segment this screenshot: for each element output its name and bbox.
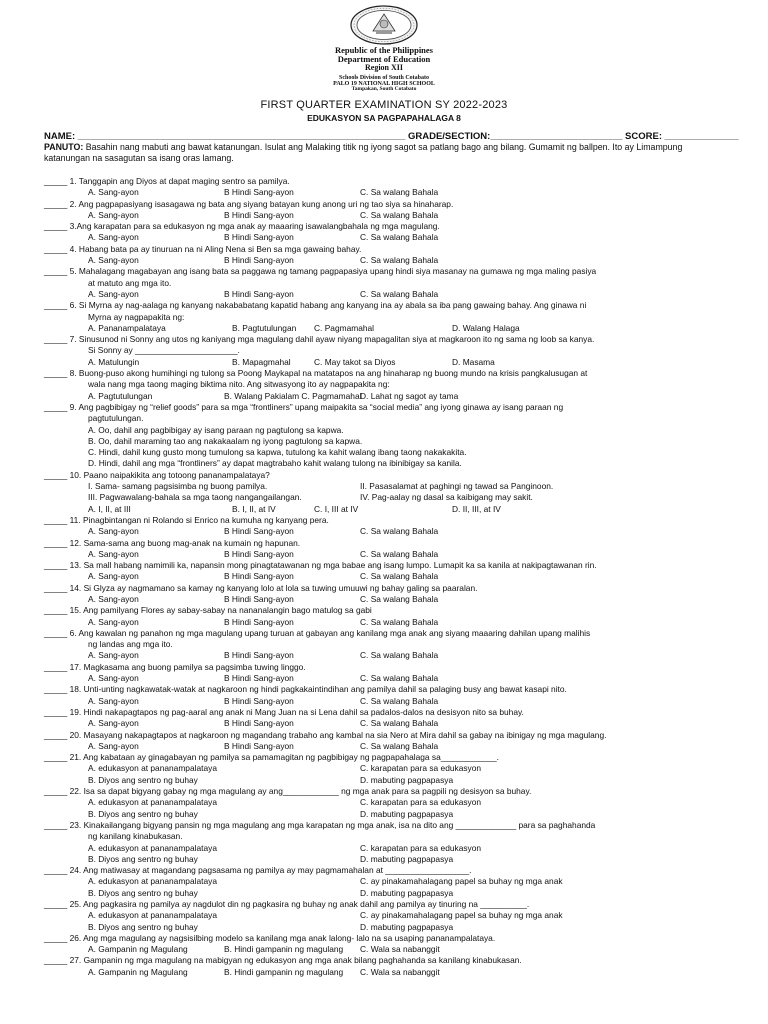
answer-choice: B. Hindi gampanin ng magulang xyxy=(224,944,344,955)
answer-choice: D. Hindi, dahil ang mga “frontliners” ay dapat magtrabaho kahit walang tulong na ibinibigay sa kanila. xyxy=(88,458,462,469)
exam-title: FIRST QUARTER EXAMINATION SY 2022-2023 xyxy=(260,99,508,111)
answer-choice: B Hindi Sang-ayon xyxy=(224,571,294,582)
question-text[interactable]: _____ 14. Si Glyza ay nagmamano sa kamay ng kanyang lolo at lola sa tuwing umuuwi ng bahay galing sa paaralan. xyxy=(44,582,478,593)
answer-choice: B Hindi Sang-ayon xyxy=(224,255,294,266)
question-item xyxy=(44,300,734,334)
header-address: Tampakan, South Cotabato xyxy=(351,86,417,92)
answer-choice: D. Masama xyxy=(452,356,495,367)
choice-row xyxy=(44,549,734,560)
header-division: Schools Division of South Cotabato xyxy=(338,75,430,81)
answer-choice: B Hindi Sang-ayon xyxy=(224,288,294,299)
question-item xyxy=(44,199,734,222)
question-item xyxy=(44,786,734,820)
question-text[interactable]: _____ 9. Ang pagbibigay ng “relief goods” para sa mga “frontliners” upang maipakita sa “social media” ang iyong ginawa ay isang paraan ng xyxy=(44,401,564,412)
answer-choice: A. Sang-ayon xyxy=(88,209,139,220)
question-text-cont: Si Sonny ay ______________________. xyxy=(88,345,240,356)
answer-choice: D. mabuting pagpapasya xyxy=(360,887,454,898)
answer-choice: A. Sang-ayon xyxy=(88,548,139,559)
question-text[interactable]: _____ 24. Ang matiwasay at magandang pagsasama ng pamilya ay may pagmamahalan at __________________. xyxy=(44,865,472,876)
question-text[interactable]: _____ 3.Ang karapatan para sa edukasyon ng mga anak ay maaaring isawalangbahala ng mga magulang. xyxy=(44,221,440,232)
choice-row xyxy=(44,617,734,628)
choice-row xyxy=(44,425,734,436)
answer-choice: D. mabuting pagpapasya xyxy=(360,853,454,864)
question-text[interactable]: _____ 12. Sama-sama ang buong mag-anak na kumain ng hapunan. xyxy=(44,537,301,548)
answer-choice: A. Gampanin ng Magulang xyxy=(88,966,188,977)
question-text-cont: ng landas ang mga ito. xyxy=(88,639,173,650)
choice-row xyxy=(44,922,734,933)
choice-row xyxy=(44,255,734,266)
question-item xyxy=(44,899,734,933)
choice-row xyxy=(44,696,734,707)
header-department: Department of Education xyxy=(337,54,431,64)
question-item xyxy=(44,707,734,730)
answer-choice: C. karapatan para sa edukasyon xyxy=(360,797,482,808)
question-text[interactable]: _____ 2. Ang pagpapasiyang isasagawa ng bata ang siyang batayan kung anong uri ng tao siya sa hinaharap. xyxy=(44,198,454,209)
answer-choice: C. ay pinakamahalagang papel sa buhay ng mga anak xyxy=(360,910,563,921)
header-republic: Republic of the Philippines xyxy=(334,45,433,55)
header-region: Region XII xyxy=(364,63,403,72)
choice-row xyxy=(44,775,734,786)
choice-row xyxy=(44,650,734,661)
choice-row xyxy=(44,187,734,198)
answer-choice: C. karapatan para sa edukasyon xyxy=(360,842,482,853)
answer-choice: B Hindi Sang-ayon xyxy=(224,187,294,198)
answer-choice: C. karapatan para sa edukasyon xyxy=(360,763,482,774)
choice-row xyxy=(44,504,734,515)
choice-row xyxy=(44,492,734,503)
deped-seal-logo xyxy=(349,5,419,45)
question-text[interactable]: _____ 17. Magkasama ang buong pamilya sa pagsimba tuwing linggo. xyxy=(44,661,306,672)
question-item xyxy=(44,221,734,244)
answer-choice: D. Lahat ng sagot ay tama xyxy=(360,390,459,401)
choice-row xyxy=(44,718,734,729)
choice-row xyxy=(44,854,734,865)
question-text[interactable]: _____ 27. Gampanin ng mga magulang na mabigyan ng edukasyon ang mga anak bilang paghahanda sa kanilang kinabukasan. xyxy=(44,955,522,966)
answer-choice: C. ay pinakamahalagang papel sa buhay ng mga anak xyxy=(360,876,563,887)
instructions-label: PANUTO: xyxy=(44,142,84,152)
choice-row xyxy=(44,210,734,221)
question-text[interactable]: _____ 6. Si Myrna ay nag-aalaga ng kanyang nakababatang kapatid habang ang kanyang ina ay abala sa iba pang gawaing bahay. Ang ginawa ni xyxy=(44,300,587,311)
answer-choice: B. I, II, at IV xyxy=(232,503,276,514)
question-text[interactable]: _____ 25. Ang pagkasira ng pamilya ay nagdulot din ng pagkasira ng buhay ng anak dahil ang pamilya ay tinuring na __________. xyxy=(44,899,530,909)
answer-choice: C. Sa walang Bahala xyxy=(360,593,439,604)
answer-choice: C. Wala sa nabanggit xyxy=(360,966,440,977)
exam-subject: EDUKASYON SA PAGPAPAHALAGA 8 xyxy=(307,113,461,123)
answer-choice: B Hindi Sang-ayon xyxy=(224,526,294,537)
answer-choice: A. Sang-ayon xyxy=(88,616,139,627)
answer-choice: A. edukasyon at pananampalataya xyxy=(88,797,217,808)
answer-choice: C. Sa walang Bahala xyxy=(360,673,439,684)
answer-choice: A. Sang-ayon xyxy=(88,571,139,582)
question-item xyxy=(44,176,734,199)
answer-choice: C. Sa walang Bahala xyxy=(360,288,439,299)
question-item xyxy=(44,865,734,899)
answer-choice: A. edukasyon at pananampalataya xyxy=(88,910,217,921)
answer-choice: II. Pasasalamat at paghingi ng tawad sa Panginoon. xyxy=(360,481,554,492)
answer-choice: B Hindi Sang-ayon xyxy=(224,673,294,684)
choice-row xyxy=(44,944,734,955)
answer-choice: C. Sa walang Bahala xyxy=(360,695,439,706)
choice-row xyxy=(44,481,734,492)
question-text[interactable]: _____ 5. Mahalagang magabayan ang isang bata sa paggawa ng tamang pagpapasiya upang hindi siya masanay na gumawa ng mga maling pasiya xyxy=(44,266,597,277)
choice-row xyxy=(44,673,734,684)
question-text[interactable]: _____ 15. Ang pamilyang Flores ay sabay-sabay na nananalangin bago matulog sa gabi xyxy=(44,605,372,616)
choice-row xyxy=(44,594,734,605)
choice-row xyxy=(44,910,734,921)
question-text[interactable]: _____ 6. Ang kawalan ng panahon ng mga magulang upang turuan at gabayan ang kanilang mga anak ang siyang maaaring dahilan upang malihis xyxy=(44,627,591,638)
answer-choice: C. Sa walang Bahala xyxy=(360,571,439,582)
answer-choice: A. Sang-ayon xyxy=(88,718,139,729)
answer-choice: B Hindi Sang-ayon xyxy=(224,695,294,706)
choice-row xyxy=(44,797,734,808)
instructions xyxy=(44,142,730,164)
answer-choice: B. Pagtutulungan xyxy=(232,322,297,333)
choice-row xyxy=(44,843,734,854)
answer-choice: A. Sang-ayon xyxy=(88,232,139,243)
choice-row xyxy=(44,232,734,243)
answer-choice: A. Sang-ayon xyxy=(88,288,139,299)
question-text[interactable]: _____ 13. Sa mall habang namimili ka, napansin mong pinagtatawanan ng mga babae ang isang lumpo. Lumapit ka sa kanila at nakipagtawanan rin. xyxy=(44,560,597,571)
question-text[interactable]: _____ 18. Unti-unting nagkawatak-watak at nagkaroon ng hindi pagkakaintindihan ang pamilya dahil sa palaging busy ang bawat kasapi nito. xyxy=(44,684,567,695)
answer-choice: A. edukasyon at pananampalataya xyxy=(88,876,217,887)
answer-choice: A. Sang-ayon xyxy=(88,673,139,684)
choice-row xyxy=(44,571,734,582)
answer-choice: B Hindi Sang-ayon xyxy=(224,593,294,604)
answer-choice: A. Sang-ayon xyxy=(88,695,139,706)
answer-choice: B Hindi Sang-ayon xyxy=(224,209,294,220)
question-text[interactable]: _____ 26. Ang mga magulang ay nagsisilbing modelo sa kanilang mga anak lalong- lalo na sa usaping pananampalataya. xyxy=(44,932,496,943)
question-item xyxy=(44,752,734,786)
answer-choice: C. Sa walang Bahala xyxy=(360,255,439,266)
answer-choice: B Hindi Sang-ayon xyxy=(224,718,294,729)
answer-choice: C. Sa walang Bahala xyxy=(360,187,439,198)
answer-choice: B Hindi Sang-ayon xyxy=(224,740,294,751)
question-item xyxy=(44,470,734,515)
question-text[interactable]: _____ 21. Ang kabataan ay ginagabayan ng pamilya sa pamamagitan ng pagbibigay ng pagpapahalaga sa____________. xyxy=(44,752,499,763)
answer-choice: C. Wala sa nabanggit xyxy=(360,944,440,955)
answer-choice: D. II, III, at IV xyxy=(452,503,501,514)
answer-choice: III. Pagwawalang-bahala sa mga taong nangangailangan. xyxy=(88,492,302,503)
choice-row xyxy=(44,741,734,752)
question-item xyxy=(44,628,734,662)
answer-choice: A. Gampanin ng Magulang xyxy=(88,944,188,955)
answer-choice: A. Pananampalataya xyxy=(88,322,166,333)
answer-choice: C. Sa walang Bahala xyxy=(360,650,439,661)
answer-choice: I. Sama- samang pagsisimba ng buong pamilya. xyxy=(88,481,268,492)
answer-choice: C. Sa walang Bahala xyxy=(360,548,439,559)
question-text[interactable]: _____ 7. Sinusunod ni Sonny ang utos ng kaniyang mga magulang dahil ayaw niyang mapagalitan siya at magkaroon ito ng sama ng loob sa kanya. xyxy=(44,334,595,345)
answer-choice: B. Mapagmahal xyxy=(232,356,291,367)
answer-choice: B. Diyos ang sentro ng buhay xyxy=(88,853,198,864)
question-text[interactable]: _____ 1. Tanggapin ang Diyos at dapat maging sentro sa pamilya. xyxy=(44,176,290,186)
question-item xyxy=(44,538,734,561)
question-item xyxy=(44,684,734,707)
answer-choice: C. I, III at IV xyxy=(314,503,359,514)
question-text-cont: wala nang mga taong maging biktima nito. Ang sitwasyong ito ay nagpapakita ng: xyxy=(88,379,390,390)
question-text[interactable]: _____ 22. Isa sa dapat bigyang gabay ng mga magulang ay ang____________ ng mga anak para sa pagpili ng desisyon sa buhay. xyxy=(44,786,532,797)
choice-row xyxy=(44,357,734,368)
answer-choice: B Hindi Sang-ayon xyxy=(224,616,294,627)
answer-choice: C. Hindi, dahil kung gusto mong tumulong sa kapwa, tutulong ka kahit walang ibang taong nakakakita. xyxy=(88,447,467,458)
instructions-text: Basahin nang mabuti ang bawat katanungan. Isulat ang Malaking titik ng iyong sagot sa patlang bago ang bilang. Gumamit ng ballpen. Ito ay Limampung xyxy=(83,142,683,152)
question-item xyxy=(44,820,734,865)
answer-choice: B Hindi Sang-ayon xyxy=(224,232,294,243)
choice-row xyxy=(44,888,734,899)
answer-choice: A. Sang-ayon xyxy=(88,593,139,604)
answer-choice: IV. Pag-aalay ng dasal sa kaibigang may sakit. xyxy=(360,492,533,503)
choice-row xyxy=(44,323,734,334)
question-item xyxy=(44,730,734,753)
answer-choice: C. Sa walang Bahala xyxy=(360,740,439,751)
answer-choice: A. edukasyon at pananampalataya xyxy=(88,842,217,853)
instructions-text-cont: katanungan na sasagutan sa isang oras lamang. xyxy=(44,153,234,163)
choice-row xyxy=(44,809,734,820)
answer-choice: B. Diyos ang sentro ng buhay xyxy=(88,808,198,819)
question-item xyxy=(44,402,734,470)
answer-choice: C. Pagmamahal xyxy=(314,322,375,333)
answer-choice: A. Sang-ayon xyxy=(88,650,139,661)
answer-choice: B. Hindi gampanin ng magulang xyxy=(224,966,344,977)
answer-choice: D. mabuting pagpapasya xyxy=(360,808,454,819)
answer-choice: B Hindi Sang-ayon xyxy=(224,650,294,661)
answer-choice: B Hindi Sang-ayon xyxy=(224,548,294,559)
answer-choice: A. Pagtutulungan xyxy=(88,390,153,401)
question-text-cont: pagtutulungan. xyxy=(88,413,144,424)
choice-row xyxy=(44,526,734,537)
answer-choice: C. May takot sa Diyos xyxy=(314,356,396,367)
choice-row xyxy=(44,876,734,887)
answer-choice: D. Walang Halaga xyxy=(452,322,520,333)
question-text-cont: ng kanilang kinabukasan. xyxy=(88,831,183,842)
choice-row xyxy=(44,967,734,978)
answer-choice: C. Sa walang Bahala xyxy=(360,616,439,627)
choice-row xyxy=(44,458,734,469)
answer-choice: B. Oo, dahil maraming tao ang nakakaalam ng iyong pagtulong sa kapwa. xyxy=(88,435,363,446)
answer-choice: A. Sang-ayon xyxy=(88,187,139,198)
answer-choice: A. edukasyon at pananampalataya xyxy=(88,763,217,774)
question-text-cont: Myrna ay nagpapakita ng: xyxy=(88,311,185,322)
answer-choice: B. Diyos ang sentro ng buhay xyxy=(88,921,198,932)
answer-choice: C. Sa walang Bahala xyxy=(360,209,439,220)
question-item xyxy=(44,605,734,628)
question-text[interactable]: _____ 8. Buong-puso akong humihingi ng tulong sa Poong Maykapal na matatapos na ang hinaharap ng buong mundo na krisis pangkalusugan at xyxy=(44,368,588,379)
choice-row xyxy=(44,391,734,402)
answer-choice: D. mabuting pagpapasya xyxy=(360,774,454,785)
question-text[interactable]: _____ 19. Hindi nakapagtapos ng pag-aaral ang anak ni Mang Juan na si Lena dahil sa padalos-dalos na desisyon nito sa buhay. xyxy=(44,706,524,717)
answer-choice: A. Matulungin xyxy=(88,356,140,367)
question-item xyxy=(44,334,734,368)
choice-row xyxy=(44,763,734,774)
question-list xyxy=(44,176,734,978)
answer-choice: A. I, II, at III xyxy=(88,503,131,514)
answer-choice: C. Sa walang Bahala xyxy=(360,232,439,243)
choice-row xyxy=(44,436,734,447)
question-text[interactable]: _____ 23. Kinakailangang bigyang pansin ng mga magulang ang mga karapatan ng mga anak, isa na dito ang _____________ para sa paghahanda xyxy=(44,819,596,830)
question-text[interactable]: _____ 20. Masayang nakapagtapos at nagkaroon ng magandang trabaho ang kambal na sia Nero at Mira dahil sa gabay na ibinigay ng mga magulang. xyxy=(44,729,607,740)
choice-row xyxy=(44,289,734,300)
question-text[interactable]: _____ 10. Paano naipakikita ang totoong pananampalataya? xyxy=(44,469,270,480)
question-text[interactable]: _____ 4. Habang bata pa ay tinuruan na ni Aling Nena si Ben sa mga gawaing bahay. xyxy=(44,243,362,254)
question-item xyxy=(44,515,734,538)
question-item xyxy=(44,368,734,402)
question-item xyxy=(44,955,734,978)
answer-choice: C. Sa walang Bahala xyxy=(360,718,439,729)
question-item xyxy=(44,244,734,267)
answer-choice: D. mabuting pagpapasya xyxy=(360,921,454,932)
student-info-fields[interactable]: NAME: ______________________________________________________________ GRADE/SECTION:_________________________ SCORE: ______________ xyxy=(44,131,739,142)
question-text[interactable]: _____ 11. Pinagbintangan ni Rolando si Enrico na kumuha ng kanyang pera. xyxy=(44,514,329,525)
header-school: PALO 19 NATIONAL HIGH SCHOOL xyxy=(333,81,435,87)
answer-choice: B. Diyos ang sentro ng buhay xyxy=(88,887,198,898)
question-item xyxy=(44,933,734,956)
answer-choice: B. Diyos ang sentro ng buhay xyxy=(88,774,198,785)
question-item xyxy=(44,583,734,606)
choice-row xyxy=(44,447,734,458)
question-item xyxy=(44,662,734,685)
answer-choice: A. Sang-ayon xyxy=(88,740,139,751)
answer-choice: A. Sang-ayon xyxy=(88,526,139,537)
answer-choice: A. Sang-ayon xyxy=(88,255,139,266)
answer-choice: B. Walang Pakialam C. Pagmamahal xyxy=(224,390,362,401)
question-item xyxy=(44,560,734,583)
question-text-cont: at matuto ang mga ito. xyxy=(88,277,172,288)
answer-choice: A. Oo, dahil ang pagbibigay ay isang paraan ng pagtulong sa kapwa. xyxy=(88,424,344,435)
question-item xyxy=(44,266,734,300)
answer-choice: C. Sa walang Bahala xyxy=(360,526,439,537)
